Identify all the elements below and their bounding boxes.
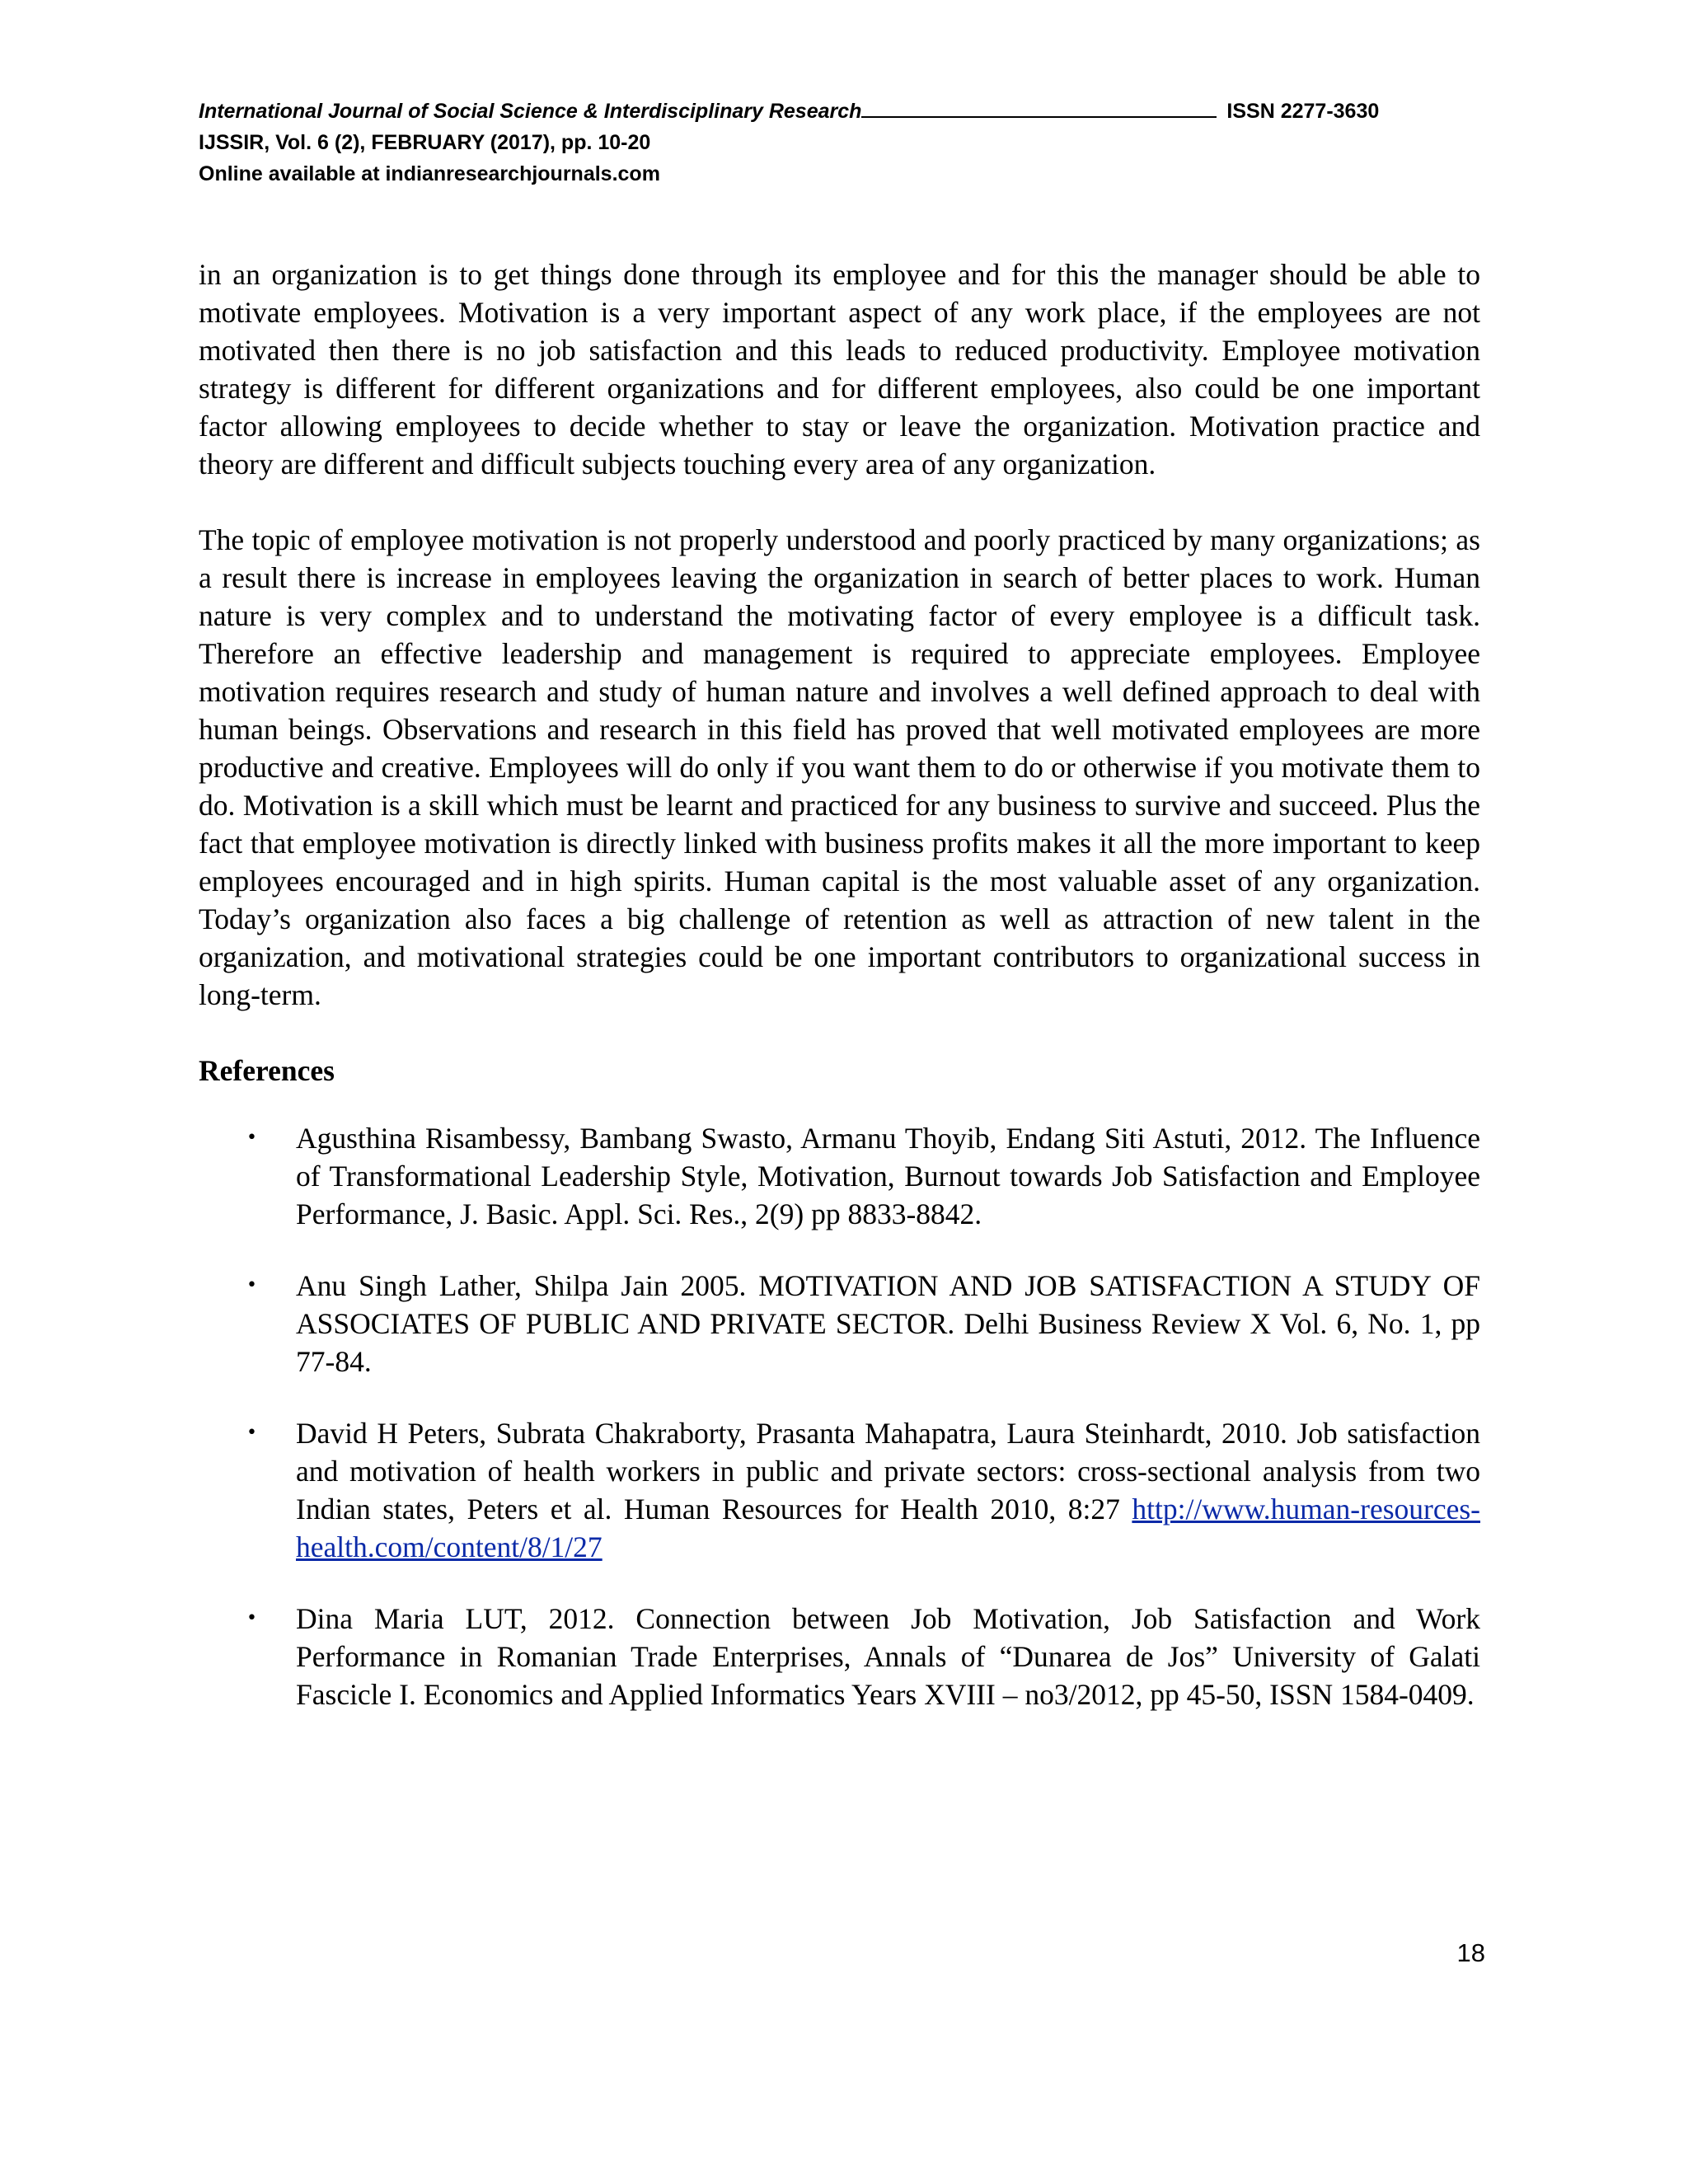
bullet-icon: • bbox=[246, 1275, 257, 1296]
reference-text: Agusthina Risambessy, Bambang Swasto, Armanu Thoyib, Endang Siti Astuti, 2012. The Influence of Transformational Leadership Style, Motivation, Burnout towards Job Satisfaction and Employee Performance, J. Basic. Appl. Sci. Res., 2(9) pp 8833-8842. bbox=[296, 1122, 1480, 1230]
bullet-icon: • bbox=[246, 1127, 257, 1148]
bullet-icon: • bbox=[246, 1422, 257, 1443]
references-heading: References bbox=[199, 1054, 335, 1087]
journal-title-line bbox=[199, 96, 1484, 127]
journal-name: International Journal of Social Science & Interdisciplinary Research bbox=[199, 100, 862, 123]
bullet-icon: • bbox=[246, 1608, 257, 1629]
reference-link[interactable]: http://www.human-resources-health.com/content/8/1/27 bbox=[296, 1493, 1480, 1563]
reference-item bbox=[199, 1414, 1480, 1566]
body-paragraph: in an organization is to get things done through its employee and for this the manager should be able to motivate employees. Motivation is a very important aspect of any work place, if the employees are not motivated then there is no job satisfaction and this leads to reduced productivity. Employee motivation strategy is different for different organizations and for different employees, also could be one important factor allowing employees to decide whether to stay or leave the organization. Motivation practice and theory are different and difficult subjects touching every area of any organization. bbox=[199, 258, 1480, 480]
reference-text: David H Peters, Subrata Chakraborty, Prasanta Mahapatra, Laura Steinhardt, 2010. Job satisfaction and motivation of health workers in public and private sectors: cross-sectional analysis from two Indian states, Peters et al. Human Resources for Health 2010, 8:27 bbox=[296, 1417, 1480, 1526]
journal-online: Online available at indianresearchjournals.com bbox=[199, 162, 660, 185]
journal-issn: ISSN 2277-3630 bbox=[1226, 100, 1380, 123]
reference-text: Dina Maria LUT, 2012. Connection between Job Motivation, Job Satisfaction and Work Performance in Romanian Trade Enterprises, Annals of “Dunarea de Jos” University of Galati Fascicle I. Economics and Applied Informatics Years XVIII – no3/2012, pp 45-50, ISSN 1584-0409. bbox=[296, 1602, 1480, 1711]
reference-item bbox=[199, 1600, 1480, 1713]
reference-item bbox=[199, 1267, 1480, 1380]
references-section bbox=[199, 1052, 1480, 1713]
reference-list bbox=[199, 1119, 1480, 1713]
page-header bbox=[199, 96, 1484, 190]
article-body bbox=[199, 255, 1480, 1747]
body-paragraph: The topic of employee motivation is not properly understood and poorly practiced by many organizations; as a result there is increase in employees leaving the organization in search of better places to work. Human nature is very complex and to understand the motivating factor of every employee is a difficult task. Therefore an effective leadership and management is required to appreciate employees. Employee motivation requires research and study of human nature and involves a well defined approach to deal with human beings. Observations and research in this field has proved that well motivated employees are more productive and creative. Employees will do only if you want them to do or otherwise if you motivate them to do. Motivation is a skill which must be learnt and practiced for any business to survive and succeed. Plus the fact that employee motivation is directly linked with business profits makes it all the more important to keep employees encouraged and in high spirits. Human capital is the most valuable asset of any organization. Today’s organization also faces a big challenge of retention as well as attraction of new talent in the organization, and motivational strategies could be one important contributors to organizational success in long-term. bbox=[199, 523, 1480, 1011]
header-rule bbox=[861, 103, 1217, 118]
reference-item bbox=[199, 1119, 1480, 1233]
journal-volume: IJSSIR, Vol. 6 (2), FEBRUARY (2017), pp. 10-20 bbox=[199, 131, 651, 154]
reference-text: Anu Singh Lather, Shilpa Jain 2005. MOTIVATION AND JOB SATISFACTION A STUDY OF ASSOCIATES OF PUBLIC AND PRIVATE SECTOR. Delhi Business Review X Vol. 6, No. 1, pp 77-84. bbox=[296, 1269, 1480, 1378]
page-number: 18 bbox=[1456, 1938, 1485, 1967]
